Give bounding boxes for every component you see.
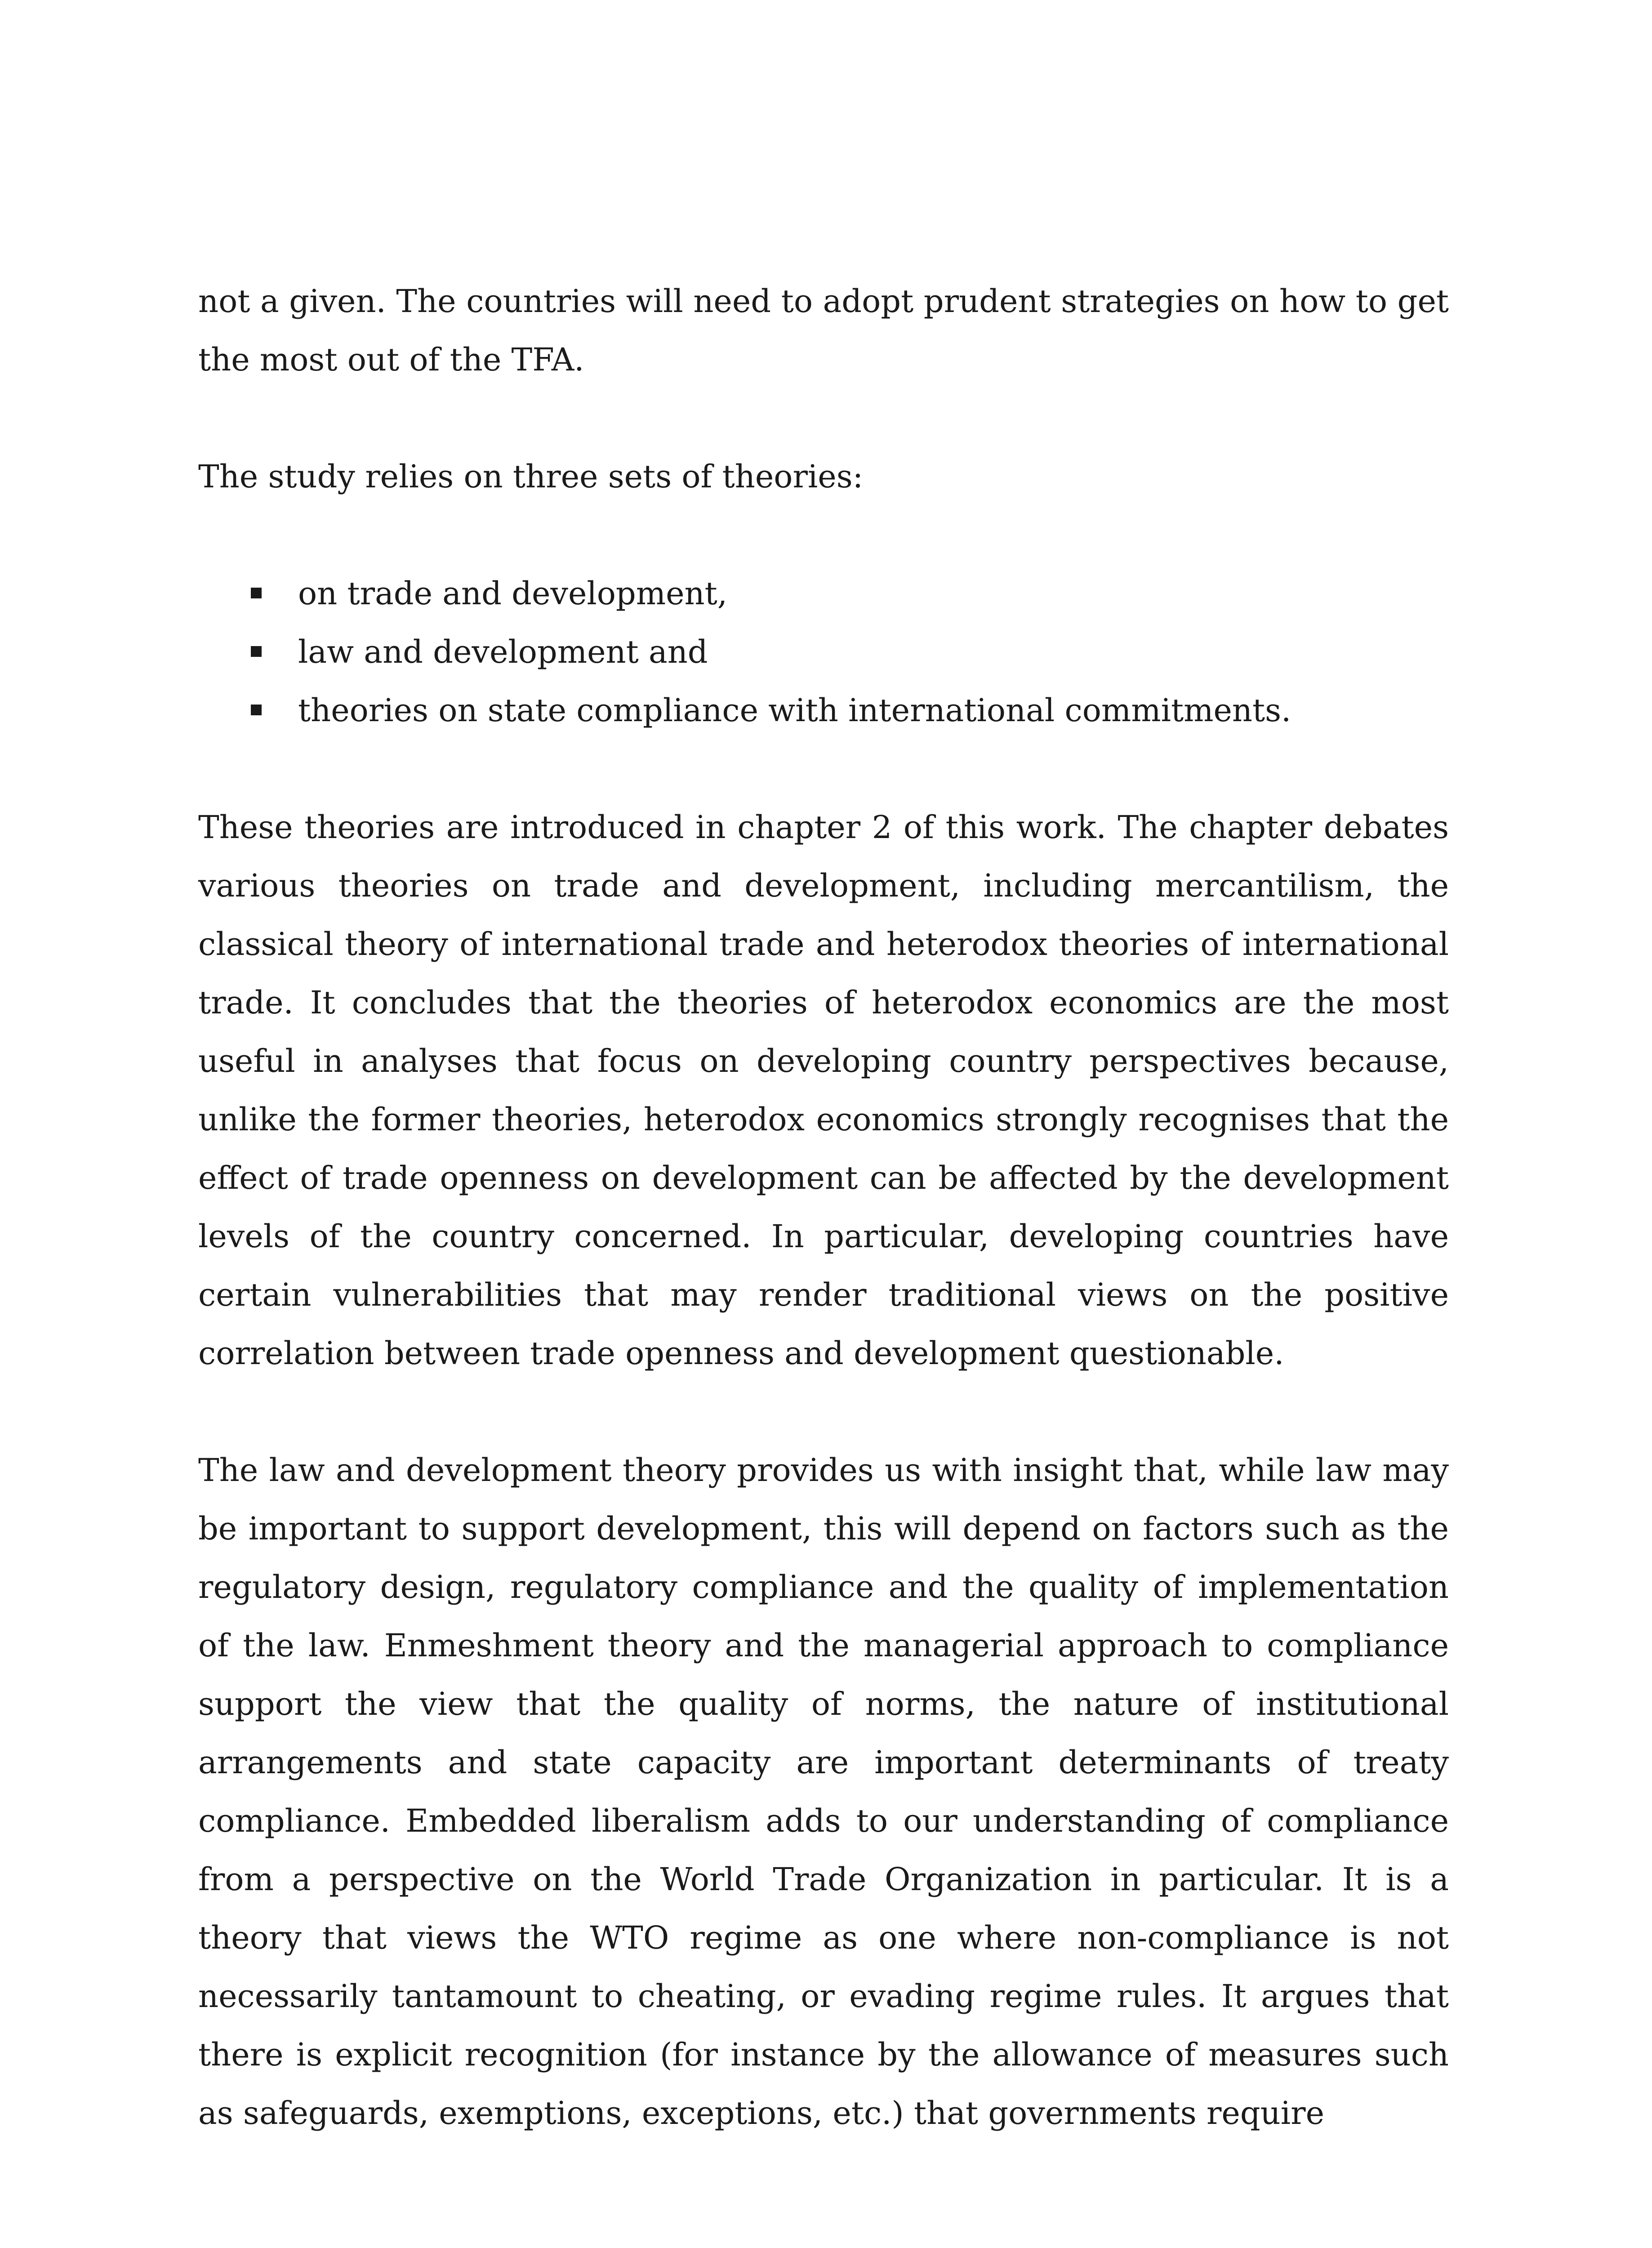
square-bullet-icon — [251, 705, 262, 715]
bullet-text: law and development and — [298, 633, 708, 670]
theories-bullet-list — [198, 564, 1449, 740]
paragraph-law-and-development: The law and development theory provides us with insight that, while law may be important to support development, this will depend on factors such as the regulatory design, regulatory compliance and the quality of implementation of the law. Enmeshment theory and the managerial approach to compliance support the view that the quality of norms, the nature of institutional arrangements and state capacity are important determinants of treaty compliance. Embedded liberalism adds to our understanding of compliance from a perspective on the World Trade Organization in particular. It is a theory that views the WTO regime as one where non-compliance is not necessarily tantamount to cheating, or evading regime rules. It argues that there is explicit recognition (for instance by the allowance of measures such as safeguards, exemptions, exceptions, etc.) that governments require — [198, 1452, 1449, 2132]
paragraph-chapter-2: These theories are introduced in chapter 2 of this work. The chapter debates various theories on trade and development, including mercantilism, the classical theory of international trade and heterodox theories of international trade. It concludes that the theories of heterodox economics are the most useful in analyses that focus on developing country perspectives because, unlike the former theories, heterodox economics strongly recognises that the effect of trade openness on development can be affected by the development levels of the country concerned. In particular, developing countries have certain vulnerabilities that may render traditional views on the positive correlation between trade openness and development questionable. — [198, 809, 1449, 1372]
paragraph-continuation: not a given. The countries will need to adopt prudent strategies on how to get the most out of the TFA. — [198, 283, 1449, 378]
page-body — [198, 272, 1449, 2201]
paragraph-theories-intro: The study relies on three sets of theories: — [198, 458, 864, 495]
bullet-item — [198, 681, 1449, 740]
bullet-text: on trade and development, — [298, 575, 727, 612]
square-bullet-icon — [251, 646, 262, 657]
bullet-item — [198, 623, 1449, 681]
bullet-text: theories on state compliance with international commitments. — [298, 692, 1291, 729]
bullet-item — [198, 564, 1449, 623]
square-bullet-icon — [251, 588, 262, 598]
